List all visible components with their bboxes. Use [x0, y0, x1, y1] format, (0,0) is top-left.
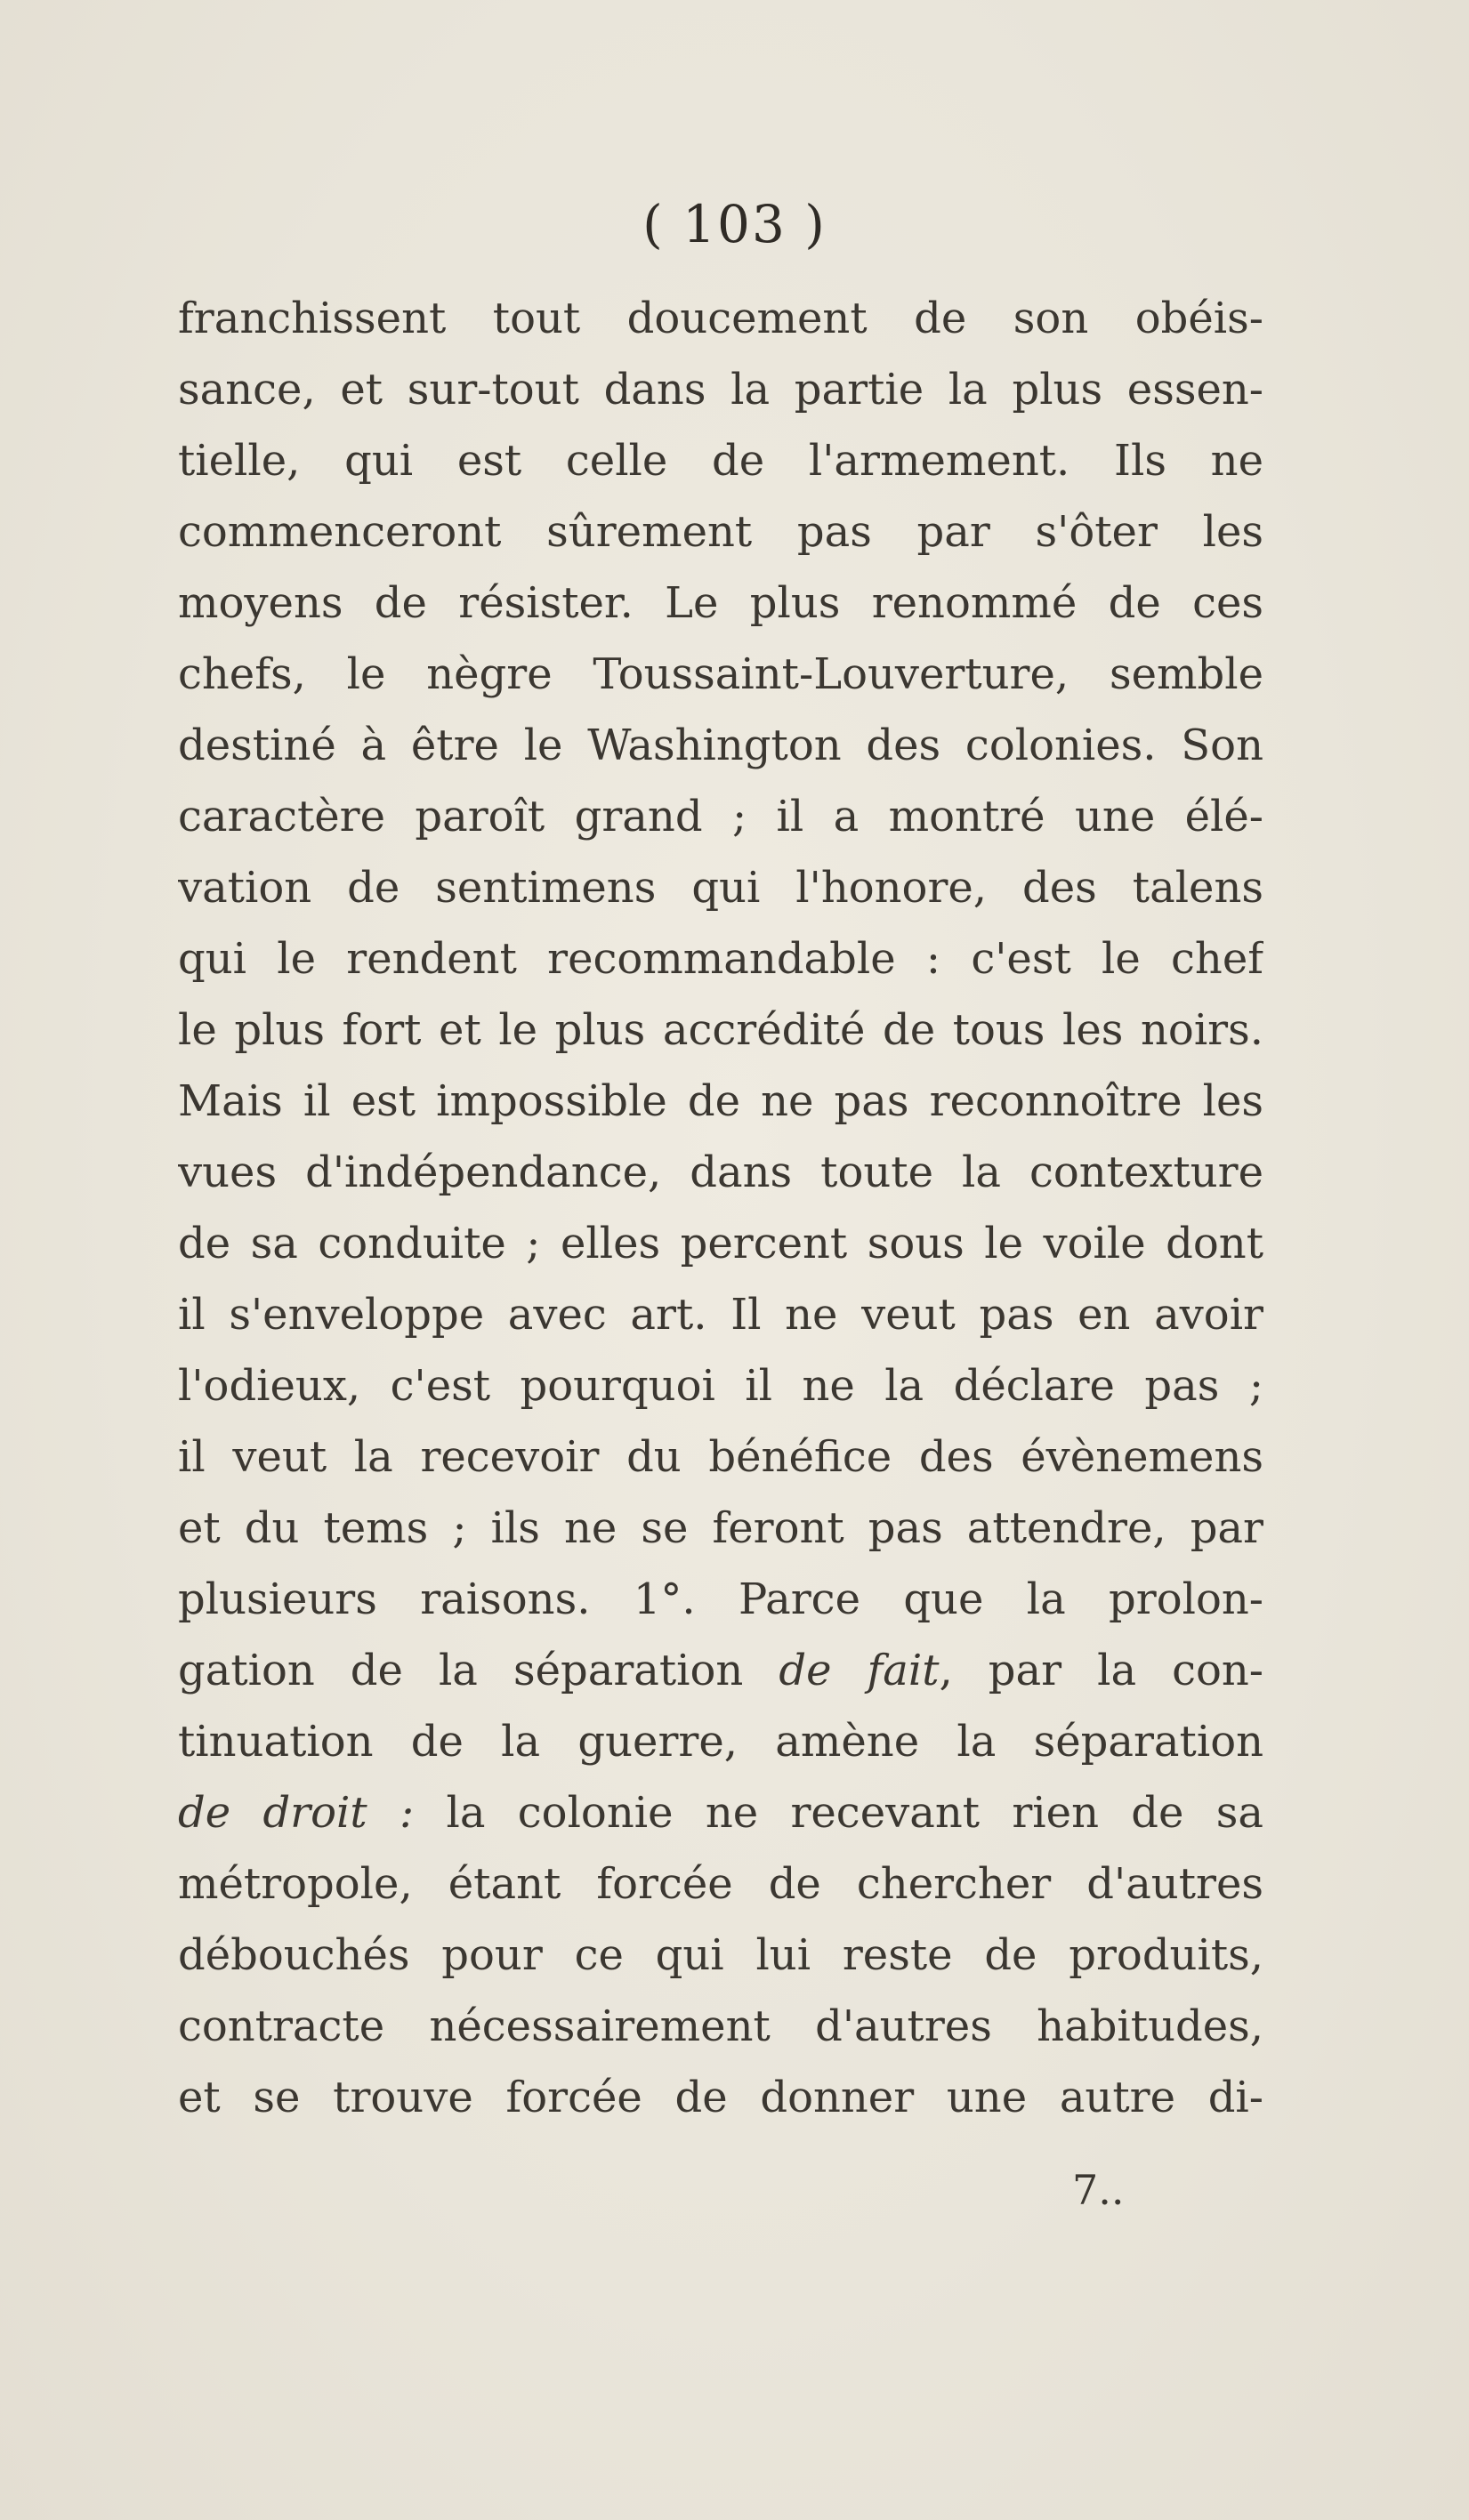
- text-line: franchissent tout doucement de son obéis-: [178, 294, 1263, 343]
- italic-phrase: de droit :: [178, 1788, 415, 1838]
- text-line: [178, 1635, 1263, 1706]
- text-line: et du tems ; ils ne se feront pas attendre, par: [178, 1503, 1263, 1553]
- body-text: [178, 283, 1263, 2133]
- text-line: métropole, étant forcée de chercher d'autres: [178, 1859, 1263, 1909]
- text-line: sance, et sur-tout dans la partie la plus essen-: [178, 365, 1263, 415]
- text-line: Mais il est impossible de ne pas reconnoître les: [178, 1076, 1263, 1126]
- line-text: gation de la séparation: [178, 1646, 779, 1695]
- text-line: il s'enveloppe avec art. Il ne veut pas en avoir: [178, 1290, 1263, 1340]
- text-line: tinuation de la guerre, amène la séparation: [178, 1717, 1263, 1767]
- text-line: qui le rendent recommandable : c'est le chef: [178, 934, 1263, 984]
- text-line: de sa conduite ; elles percent sous le voile dont: [178, 1219, 1263, 1268]
- text-line: caractère paroît grand ; il a montré une élé-: [178, 792, 1263, 841]
- text-line: débouchés pour ce qui lui reste de produits,: [178, 1930, 1263, 1980]
- text-line: tielle, qui est celle de l'armement. Ils ne: [178, 436, 1263, 486]
- text-line: commenceront sûrement pas par s'ôter les: [178, 507, 1263, 557]
- text-line: plusieurs raisons. 1°. Parce que la prolon-: [178, 1574, 1263, 1624]
- text-line: chefs, le nègre Toussaint-Louverture, semble: [178, 649, 1263, 699]
- text-line: l'odieux, c'est pourquoi il ne la déclare pas ;: [178, 1361, 1263, 1411]
- text-line: destiné à être le Washington des colonies. Son: [178, 721, 1263, 770]
- text-line: il veut la recevoir du bénéfice des évènemens: [178, 1432, 1263, 1482]
- page-number: ( 103 ): [642, 194, 827, 254]
- text-line: [178, 1777, 1263, 1848]
- signature-mark: 7..: [1072, 2166, 1125, 2214]
- line-text: , par la con-: [939, 1646, 1263, 1695]
- line-text: la colonie ne recevant rien de sa: [414, 1788, 1263, 1838]
- text-line: vation de sentimens qui l'honore, des talens: [178, 863, 1263, 913]
- italic-phrase: de fait: [779, 1646, 940, 1695]
- text-line: vues d'indépendance, dans toute la contexture: [178, 1147, 1263, 1197]
- text-line: le plus fort et le plus accrédité de tous les noirs.: [178, 1005, 1263, 1055]
- text-line: contracte nécessairement d'autres habitudes,: [178, 2001, 1263, 2051]
- text-line: moyens de résister. Le plus renommé de ces: [178, 578, 1263, 628]
- text-line: et se trouve forcée de donner une autre di-: [178, 2073, 1263, 2122]
